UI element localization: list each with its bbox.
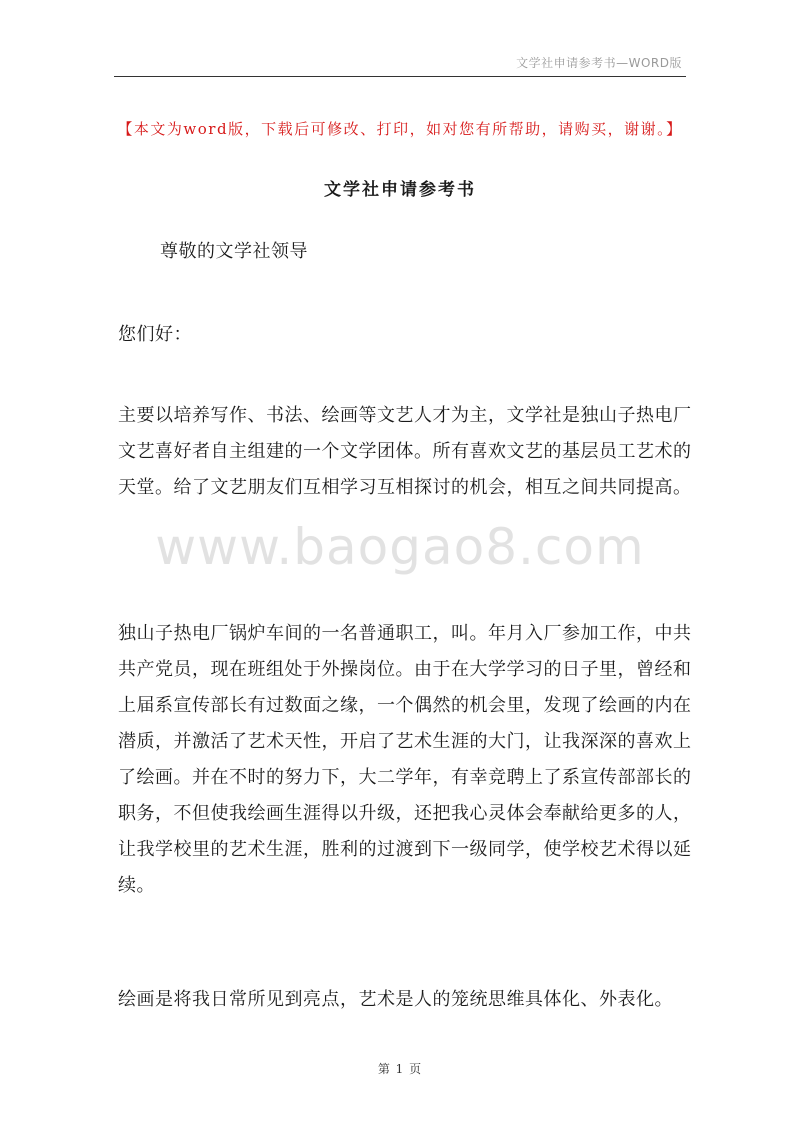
paragraph-3: 绘画是将我日常所见到亮点，艺术是人的笼统思维具体化、外表化。 [118,989,673,1010]
paragraph-2: 独山子热电厂锅炉车间的一名普通职工，叫。年月入厂参加工作，中共共产党员，现在班组处于外操岗位。由于在大学学习的日子里，曾经和上届系宣传部长有过数面之缘，一个偶然的机会里，发现了绘画的内在潜质，并激活了艺术天性，开启了艺术生涯的大门，让我深深的喜欢上了绘画。并在不时的努力下，大二学年，有幸竞聘上了系宣传部部长的职务，不但使我绘画生涯得以升级，还把我心灵体会奉献给更多的人，让我学校里的艺术生涯，胜利的过渡到下一级同学，使学校艺术得以延续。 [118,623,692,896]
site-watermark: www.baogao8.com [155,518,645,576]
page-number: 第 1 页 [377,1062,423,1076]
document-title: 文学社申请参考书 [324,180,476,200]
page-header [114,50,686,77]
purchase-notice: 【本文为word版，下载后可修改、打印，如对您有所帮助，请购买，谢谢。】 [117,120,683,138]
salutation: 尊敬的文学社领导 [160,241,308,262]
paragraph-1: 主要以培养写作、书法、绘画等文艺人才为主，文学社是独山子热电厂文艺喜好者自主组建的一个文学团体。所有喜欢文艺的基层员工艺术的天堂。给了文艺朋友们互相学习互相探讨的机会，相互之间共同提高。 [118,405,692,498]
running-title: 文学社申请参考书—WORD版 [516,56,682,70]
greeting: 您们好： [118,324,192,345]
